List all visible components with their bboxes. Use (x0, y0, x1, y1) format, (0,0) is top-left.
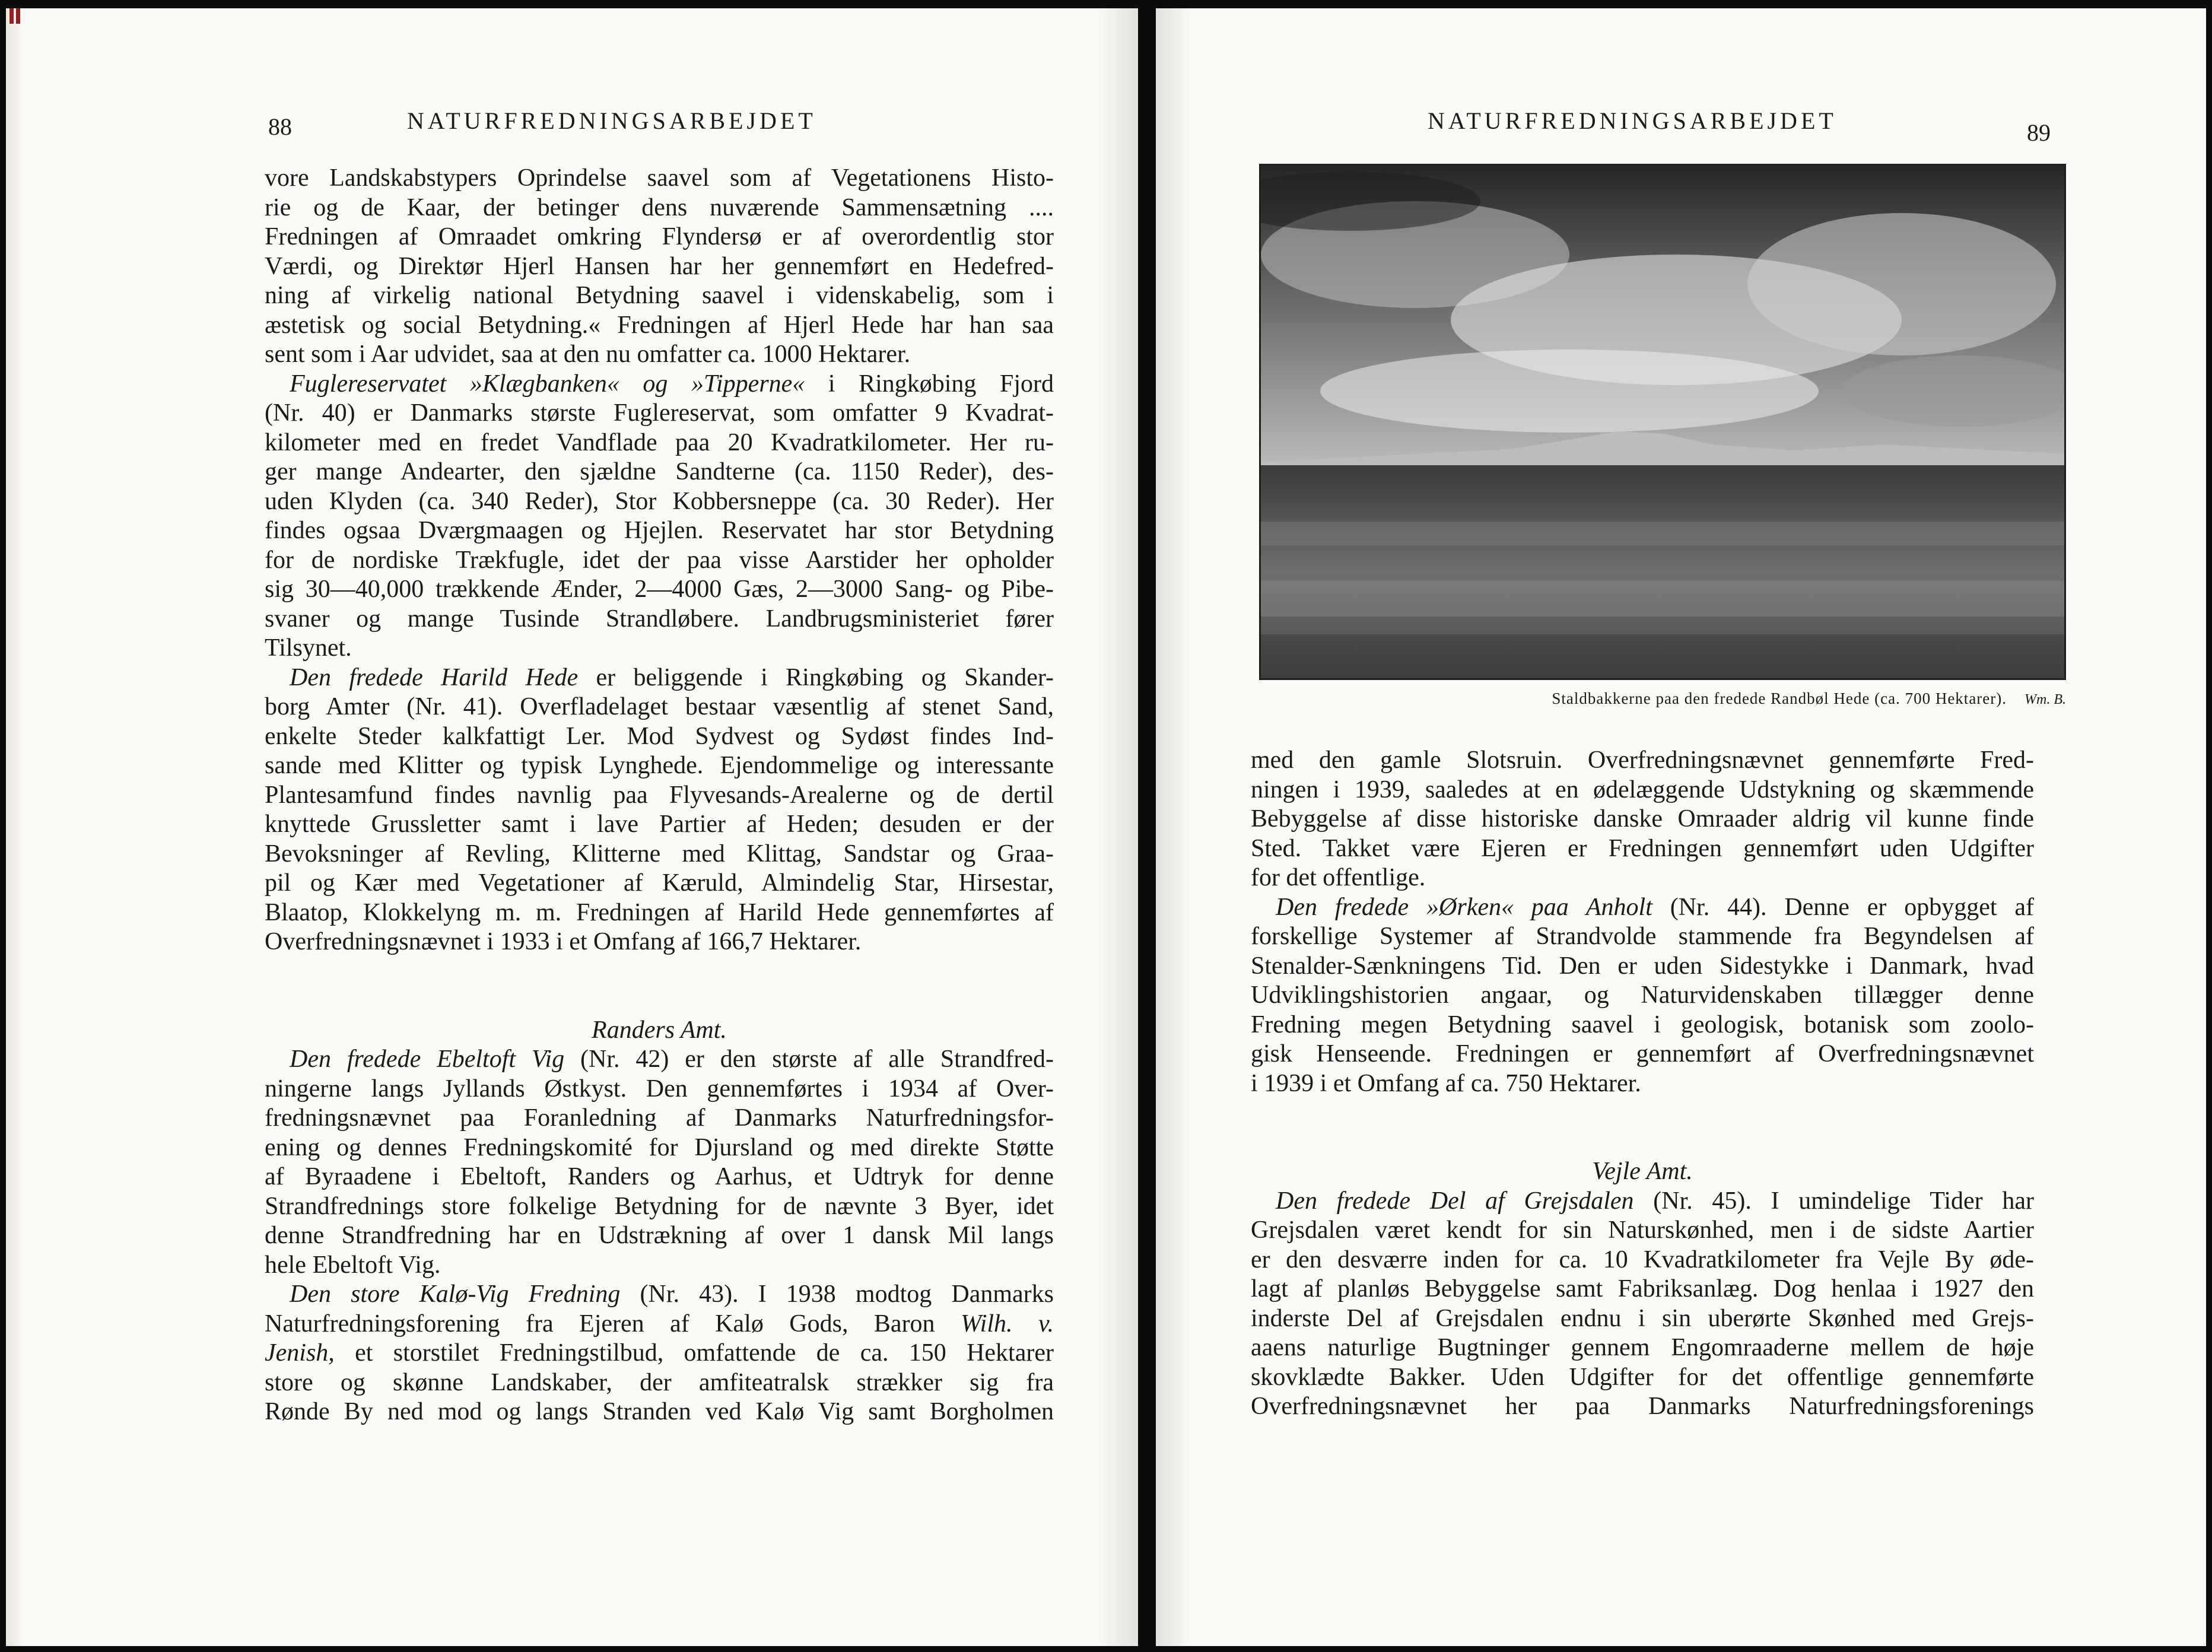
text-line (1251, 893, 2034, 923)
text-line: Tilsynet. (265, 634, 352, 662)
italic-phrase: Den fredede Harild Hede (290, 663, 579, 691)
binding-edge (6, 8, 25, 1646)
text-line: enkelte Steder kalkfattigt Ler. Mod Sydvest og Sydøst findes Ind- (265, 722, 1054, 750)
text-line: Stenalder-Sænkningens Tid. Den er uden Sidestykke i Danmark, hvad (1251, 952, 2034, 980)
text-line: Rønde By ned mod og langs Stranden ved Kalø Vig samt Borgholmen (265, 1398, 1054, 1425)
text-line: Bevoksninger af Revling, Klitterne med Klittag, Sandstar og Graa- (265, 840, 1054, 868)
text-line: Strandfrednings store folkelige Betydning for de nævnte 3 Byer, idet (265, 1192, 1054, 1220)
text-fragment: Naturfredningsforening fra Ejeren af Kalø Gods, Baron (265, 1310, 961, 1338)
text-fragment: (Nr. 43). I 1938 modtog Danmarks (620, 1281, 1054, 1308)
edge-mark (16, 8, 20, 24)
italic-phrase: Fuglereservatet »Klægbanken« og »Tipperne« (290, 370, 805, 398)
italic-phrase: Den fredede »Ørken« paa Anholt (1276, 893, 1652, 921)
running-head: NATURFREDNINGSARBEJDET (407, 107, 816, 134)
italic-phrase: Den store Kalø-Vig Fredning (290, 1281, 621, 1308)
text-line (265, 370, 1054, 399)
caption-text: Staldbakkerne paa den fredede Randbøl Hede (ca. 700 Hektarer). (1552, 690, 2007, 707)
text-line: uden Klyden (ca. 340 Reder), Stor Kobbersneppe (ca. 30 Reder). Her (265, 487, 1054, 515)
text-line (265, 1280, 1054, 1310)
italic-phrase: Den fredede Del af Grejsdalen (1276, 1187, 1634, 1215)
text-line: lagt af planløs Bebyggelse samt Fabriksanlæg. Dog henlaa i 1927 den (1251, 1275, 2034, 1302)
page-number: 88 (268, 113, 292, 140)
text-line: ening og dennes Fredningskomité for Djursland og med direkte Støtte (265, 1133, 1054, 1161)
text-line: i 1939 i et Omfang af ca. 750 Hektarer. (1251, 1069, 1641, 1097)
page-number: 89 (2027, 119, 2051, 146)
text-line: Overfredningsnævnet i 1933 i et Omfang af 166,7 Hektarer. (265, 928, 862, 955)
text-fragment: (Nr. 45). I umindelige Tider har (1633, 1187, 2035, 1215)
text-line: borg Amter (Nr. 41). Overfladelaget bestaar væsentlig af stenet Sand, (265, 693, 1054, 720)
italic-phrase: Wilh. v. (961, 1310, 1054, 1338)
text-line: sig 30—40,000 trækkende Ænder, 2—4000 Gæs, 2—3000 Sang- og Pibe- (265, 576, 1054, 603)
text-line: store og skønne Landskaber, der amfiteatralsk strækker sig fra (265, 1368, 1054, 1396)
text-line: er den desværre inden for ca. 10 Kvadratkilometer fra Vejle By øde- (1251, 1246, 2034, 1273)
text-line: ningen i 1939, saaledes at en ødelæggende Udstykning og skæmmende (1251, 776, 2034, 803)
text-line: Bebyggelse af disse historiske danske Omraader aldrig vil kunne finde (1251, 805, 2034, 833)
text-fragment: et storstilet Fredningstilbud, omfattende de ca. 150 Hektarer (334, 1339, 1054, 1367)
right-page (1156, 8, 2206, 1646)
text-line: svaner og mange Tusinde Strandløbere. Landbrugsministeriet fører (265, 605, 1054, 633)
text-fragment: (Nr. 44). Denne er opbygget af (1652, 893, 2035, 921)
photo-caption (1259, 690, 2066, 708)
text-line: Værdi, og Direktør Hjerl Hansen har her gennemført en Hedefred- (265, 252, 1054, 280)
text-fragment: (Nr. 42) er den største af alle Strandfred- (564, 1046, 1054, 1073)
text-line: findes ogsaa Dværgmaagen og Hjejlen. Reservatet har stor Betydning (265, 517, 1054, 544)
text-line (1251, 1187, 2034, 1216)
text-line: fredningsnævnet paa Foranledning af Danmarks Naturfredningsfor- (265, 1104, 1054, 1132)
text-line: Grejsdalen været kendt for sin Naturskønhed, men i de sidste Aartier (1251, 1216, 2034, 1244)
text-line: pil og Kær med Vegetationer af Kæruld, Almindelig Star, Hirsestar, (265, 869, 1054, 897)
text-line (265, 663, 1054, 693)
text-line (265, 1339, 1054, 1368)
left-body-text (265, 164, 1054, 1427)
text-line: kilometer med en fredet Vandflade paa 20 Kvadratkilometer. Her ru- (265, 428, 1054, 456)
gutter-shadow (1097, 8, 1138, 1646)
text-line: Fredningen af Omraadet omkring Flyndersø er af overordentlig stor (265, 223, 1054, 250)
text-line: ning af virkelig national Betydning saavel i videnskabelig, som i (265, 282, 1054, 309)
text-line: skovklædte Bakker. Uden Udgifter for det offentlige gennemførte (1251, 1363, 2034, 1391)
text-line: æstetisk og social Betydning.« Fredningen af Hjerl Hede har han saa (265, 311, 1054, 339)
text-line: vore Landskabstypers Oprindelse saavel som af Vegetationens Histo- (265, 164, 1054, 192)
text-line: ger mange Andearter, den sjældne Sandterne (ca. 1150 Reder), des- (265, 458, 1054, 485)
text-line (265, 1310, 1054, 1339)
text-line: Udviklingshistorien angaar, og Naturvidenskaben tillægger denne (1251, 981, 2034, 1009)
section-heading: Randers Amt. (592, 1016, 727, 1044)
italic-phrase: Den fredede Ebeltoft Vig (290, 1046, 565, 1073)
left-page (6, 8, 1138, 1646)
text-line: (Nr. 40) er Danmarks største Fuglereservat, som omfatter 9 Kvadrat- (265, 399, 1054, 427)
text-line: inderste Del af Grejsdalen endnu i sin uberørte Skønhed med Grejs- (1251, 1304, 2034, 1332)
text-line: for det offentlige. (1251, 864, 1426, 891)
text-fragment: er beliggende i Ringkøbing og Skander- (578, 663, 1054, 691)
text-line: Plantesamfund findes navnlig paa Flyvesands-Arealerne og de dertil (265, 781, 1054, 809)
text-line: sande med Klitter og typisk Lynghede. Ejendommelige og interessante (265, 752, 1054, 779)
text-line (265, 1045, 1054, 1075)
text-line: rie og de Kaar, der betinger dens nuværende Sammensætning .... (265, 193, 1054, 221)
text-line: forskellige Systemer af Strandvolde stammende fra Begyndelsen af (1251, 923, 2034, 950)
text-line: Fredning megen Betydning saavel i geologisk, botanisk som zoolo- (1251, 1011, 2034, 1038)
photo-graphic (1261, 166, 2064, 678)
text-line: Overfredningsnævnet her paa Danmarks Naturfredningsforenings (1251, 1393, 2034, 1420)
edge-mark (9, 8, 14, 24)
text-line: hele Ebeltoft Vig. (265, 1251, 441, 1279)
text-line: Blaatop, Klokkelyng m. m. Fredningen af Harild Hede gennemførtes af (265, 898, 1054, 926)
text-line: knyttede Grussletter samt i lave Partier af Heden; desuden er der (265, 811, 1054, 838)
text-line: med den gamle Slotsruin. Overfredningsnævnet gennemførte Fred- (1251, 746, 2034, 774)
text-line: Sted. Takket være Ejeren er Fredningen gennemført uden Udgifter (1251, 834, 2034, 862)
text-line: sent som i Aar udvidet, saa at den nu omfatter ca. 1000 Hektarer. (265, 341, 911, 368)
text-line: gisk Henseende. Fredningen er gennemført af Overfredningsnævnet (1251, 1040, 2034, 1068)
text-line: for de nordiske Trækfugle, idet der paa visse Aarstider her opholder (265, 546, 1054, 574)
text-line: denne Strandfredning har en Udstrækning af over 1 dansk Mil langs (265, 1222, 1054, 1249)
text-fragment: i Ringkøbing Fjord (805, 370, 1054, 398)
text-line: aaens naturlige Bugtninger gennem Engomraaderne mellem de høje (1251, 1334, 2034, 1361)
gutter-shadow (1156, 8, 1191, 1646)
landscape-photo (1259, 164, 2066, 680)
section-heading: Vejle Amt. (1592, 1158, 1693, 1185)
italic-phrase: Jenish, (265, 1339, 335, 1367)
text-line: af Byraadene i Ebeltoft, Randers og Aarhus, et Udtryk for denne (265, 1163, 1054, 1190)
running-head: NATURFREDNINGSARBEJDET (1428, 107, 1837, 134)
photo-credit: Wm. B. (2025, 692, 2066, 707)
right-body-text (1251, 746, 2034, 1422)
text-line: ningerne langs Jyllands Østkyst. Den gennemførtes i 1934 af Over- (265, 1075, 1054, 1103)
